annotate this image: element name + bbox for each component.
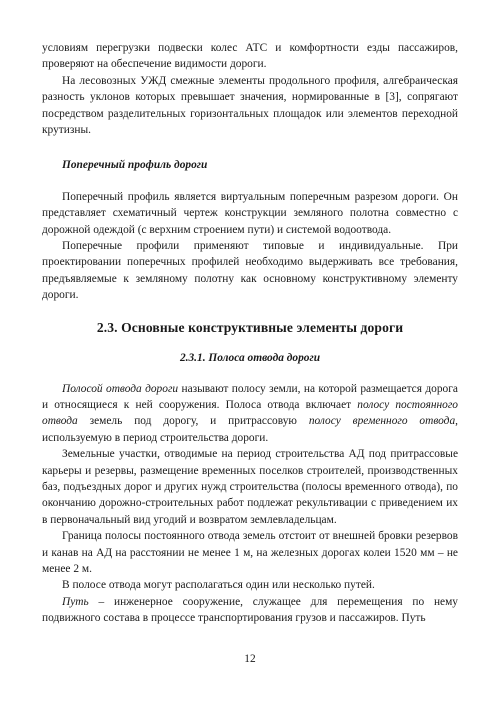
document-page (42, 40, 458, 627)
term-temporary-strip: полосу временного отвода (308, 415, 456, 428)
term-right-of-way: Полосой отвода дороги (62, 382, 179, 395)
section-title: 2.3. Основные конструктивные элементы дороги (96, 319, 404, 335)
paragraph-cross-profile-types: Поперечные профили применяют типовые и индивидуальные. При проектировании поперечных профилей необходимо выдерживать все требования, предъявляемые к земляному полотну как основному конструктивному элементу дороги. (42, 240, 458, 302)
subheading-cross-profile: Поперечный профиль дороги (62, 159, 208, 172)
paragraph-cross-profile-definition: Поперечный профиль является виртуальным поперечным разрезом дороги. Он представляет схематичный чертеж конструкции земляного полотна совместно с дорожной одеждой (с верхним строением пути) и системой водоотвода. (42, 190, 458, 236)
paragraph-track-definition (42, 594, 458, 627)
paragraph-boundary-distance: Граница полосы постоянного отвода земель отстоит от внешней бровки резервов и канав на АД на расстоянии не менее 1 м, на железных дорогах колеи 1520 мм – не менее 2 м. (42, 530, 458, 575)
text-run: , используемую в период строительства дороги. (42, 415, 458, 444)
paragraph-land-plots: Земельные участки, отводимые на период строительства АД под притрассовые карьеры и резервы, размещение временных поселков строителей, производственных баз, подъездных дорог и других нужд строительства (полосы временного отвода), по окончанию дорожно-строительных работ подлежат рекультивации с приведением их в первоначальный вид угодий и возвратом землевладельцам. (42, 448, 458, 526)
page-number: 12 (244, 653, 256, 665)
text-run: – инженерное сооружение, служащее для перемещения по нему подвижного состава в процессе транспортирования грузов и пассажиров. Путь (42, 595, 458, 625)
subsection-title: 2.3.1. Полоса отвода дороги (179, 352, 321, 365)
term-permanent-strip: полосу постоянного отвода (42, 398, 459, 428)
term-track: Путь (62, 595, 89, 608)
paragraph-right-of-way-definition (42, 381, 458, 447)
paragraph-continuation: условиям перегрузки подвески колес АТС и комфортности езды пассажиров, проверяют на обеспечение видимости дороги. (42, 42, 458, 71)
paragraph-profile-junctions: На лесовозных УЖД смежные элементы продольного профиля, алгебраическая разность уклонов которых превышает значения, нормированные в [3], сопрягают посредством разделительных горизонтальных площадок или элементов переходной крутизны. (42, 74, 458, 137)
text-run: земель под дорогу, и притрассовую (77, 415, 309, 428)
text-run: называют полосу земли, на которой размещается дорога и относящиеся к ней сооружения. Полоса отвода включает (42, 382, 458, 411)
paragraph-tracks-count: В полосе отвода могут располагаться один или несколько путей. (62, 579, 375, 592)
